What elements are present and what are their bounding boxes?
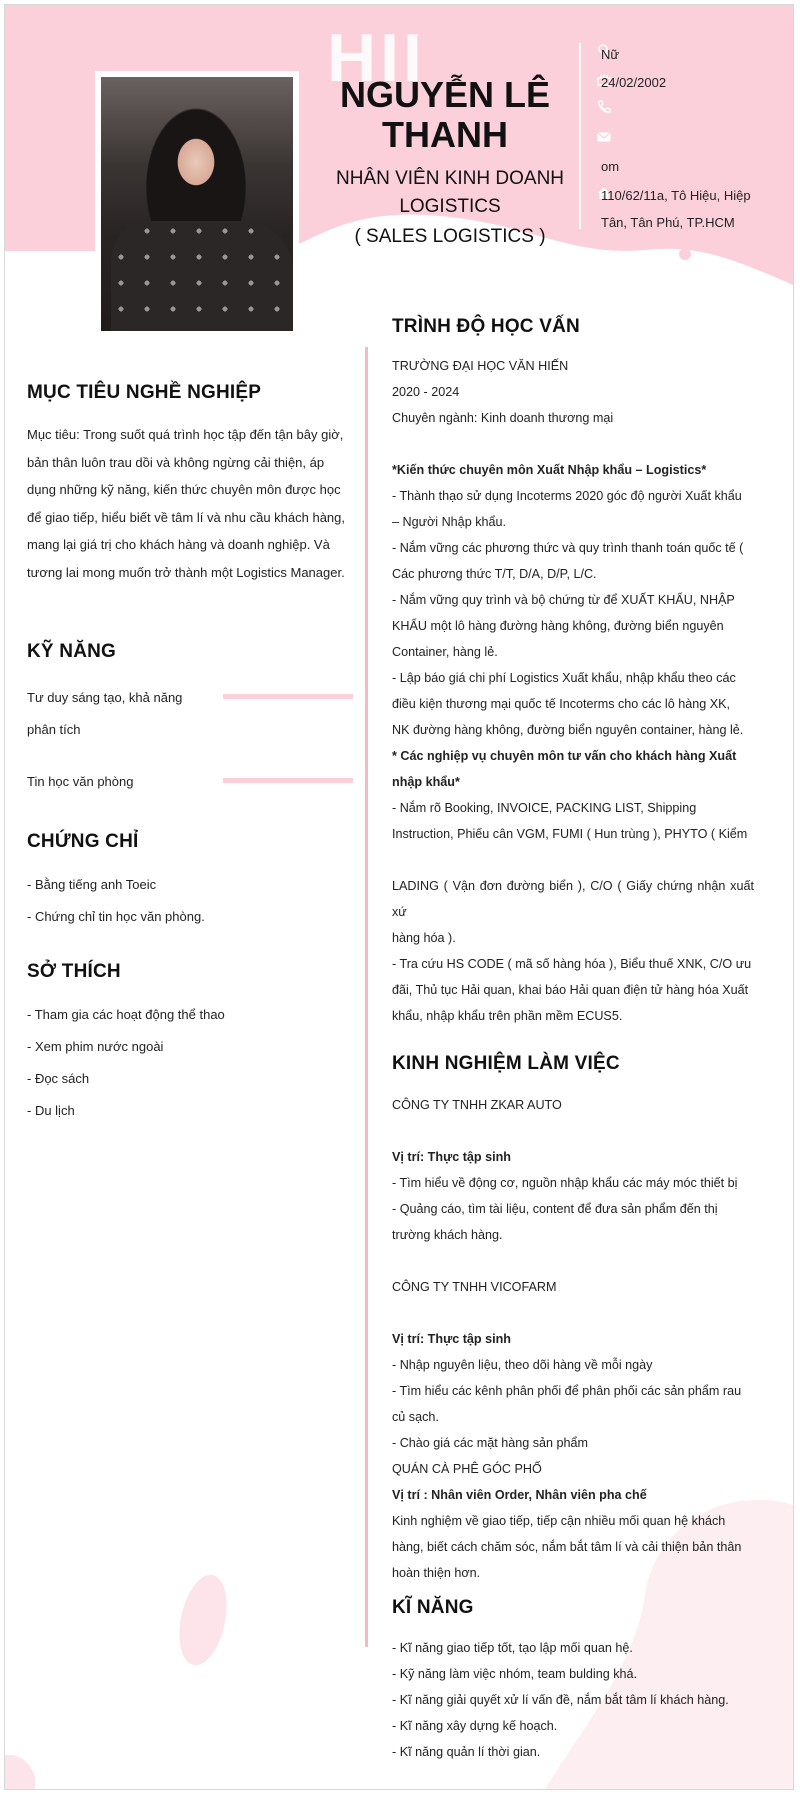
education-detail-line: hàng hóa ). (392, 931, 456, 945)
experience-detail-line: - Nhập nguyên liệu, theo dõi hàng về mỗi ngày (392, 1358, 653, 1372)
education-detail-line: Các phương thức T/T, D/A, D/P, L/C. (392, 567, 597, 581)
experience-detail-line: CÔNG TY TNHH VICOFARM (392, 1280, 557, 1294)
skill-item-2-line1: Tin học văn phòng (27, 774, 134, 789)
phone-icon (595, 99, 613, 117)
certificates-title: CHỨNG CHỈ (27, 831, 139, 852)
experience-detail-line: Vị trí: Thực tập sinh (392, 1150, 511, 1164)
hobby-item: - Đọc sách (27, 1071, 90, 1086)
education-detail-line: LADING ( Vận đơn đường biển ), C/O ( Giấy chứng nhận xuất xứ (392, 879, 754, 919)
header-watermark: HII (327, 20, 426, 96)
education-detail-line: - Thành thạo sử dụng Incoterms 2020 góc độ người Xuất khẩu (392, 489, 742, 503)
education-detail-line: Container, hàng lẻ. (392, 645, 498, 659)
education-detail-line: Instruction, Phiếu cân VGM, FUMI ( Hun trùng ), PHYTO ( Kiểm (392, 827, 748, 841)
soft-skill-item: - Kĩ năng xây dựng kế hoạch. (392, 1719, 558, 1733)
skills-title: KỸ NĂNG (27, 641, 117, 662)
hobby-item: - Xem phim nước ngoài (27, 1039, 164, 1054)
experience-details (392, 1092, 754, 1586)
experience-detail-line: - Chào giá các mặt hàng sản phẩm (392, 1436, 589, 1450)
experience-detail-line (392, 1300, 754, 1326)
full-name-line1: NGUYỄN LÊ (339, 74, 551, 115)
soft-skill-item: - Kĩ năng quản lí thời gian. (392, 1745, 541, 1759)
school-name: TRƯỜNG ĐẠI HỌC VĂN HIẾN (392, 359, 569, 373)
education-detail-line: NK đường hàng không, đường biển nguyên container, hàng lẻ. (392, 723, 744, 737)
experience-detail-line: Vị trí: Thực tập sinh (392, 1332, 511, 1346)
experience-detail-line: Kinh nghiệm về giao tiếp, tiếp cận nhiều mối quan hệ khách (392, 1514, 726, 1528)
skill-bar-1 (223, 694, 353, 699)
experience-detail-line: - Tìm hiểu về động cơ, nguồn nhập khẩu các máy móc thiết bị (392, 1176, 738, 1190)
email-value: om (601, 159, 620, 174)
skill-bar-2 (223, 778, 353, 783)
soft-skill-item: - Kĩ năng giao tiếp tốt, tạo lập mối quan hệ. (392, 1641, 633, 1655)
experience-detail-line: - Quảng cáo, tìm tài liệu, content để đưa sản phẩm đến thị (392, 1202, 718, 1216)
experience-detail-line: trường khách hàng. (392, 1228, 503, 1242)
birthday-value: 24/02/2002 (601, 75, 667, 90)
experience-detail-line: Vị trí : Nhân viên Order, Nhân viên pha chế (392, 1488, 647, 1502)
experience-detail-line (392, 1248, 754, 1274)
education-detail-line: khẩu, nhập khẩu trên phần mềm ECUS5. (392, 1009, 623, 1023)
hobby-item: - Du lịch (27, 1103, 75, 1118)
education-detail-line (392, 847, 754, 873)
certificate-item: - Chứng chỉ tin học văn phòng. (27, 909, 205, 924)
education-detail-line: - Tra cứu HS CODE ( mã số hàng hóa ), Biểu thuế XNK, C/O ưu (392, 957, 752, 971)
education-detail-line: đãi, Thủ tục Hải quan, khai báo Hải quan điện tử hàng hóa Xuất (392, 983, 749, 997)
experience-detail-line: CÔNG TY TNHH ZKAR AUTO (392, 1098, 562, 1112)
education-detail-line: KHẨU một lô hàng đường hàng không, đường biển nguyên (392, 619, 724, 633)
soft-skill-item: - Kỹ năng làm việc nhóm, team bulding khá. (392, 1667, 638, 1681)
objective-line: mang lại giá trị cho khách hàng và doanh nghiệp. Và (27, 537, 330, 552)
role-line2: LOGISTICS (399, 196, 501, 217)
skill-item-1-line1: Tư duy sáng tạo, khả năng (27, 690, 183, 705)
address-line1: 110/62/11a, Tô Hiệu, Hiệp (601, 188, 751, 203)
address-line2: Tân, Tân Phú, TP.HCM (601, 215, 735, 230)
objective-line: dụng những kỹ năng, kiến thức chuyên môn được học (27, 482, 341, 497)
education-detail-line: - Lập báo giá chi phí Logistics Xuất khẩu, nhập khẩu theo các (392, 671, 736, 685)
education-details (392, 457, 754, 1029)
education-detail-line: * Các nghiệp vụ chuyên môn tư vấn cho khách hàng Xuất (392, 749, 737, 763)
spacer (392, 431, 754, 457)
experience-detail-line: hàng, biết cách chăm sóc, nắm bắt tâm lí và cải thiện bản thân (392, 1540, 742, 1554)
role-line1: NHÂN VIÊN KINH DOANH (335, 168, 565, 189)
education-block (392, 353, 754, 1029)
gender-value: Nữ (601, 47, 620, 62)
education-detail-line: nhập khẩu* (392, 775, 460, 789)
education-detail-line: *Kiến thức chuyên môn Xuất Nhập khẩu – Logistics* (392, 463, 707, 477)
education-title: TRÌNH ĐỘ HỌC VẤN (392, 316, 580, 337)
column-divider (365, 347, 368, 1647)
experience-detail-line (392, 1118, 754, 1144)
objective-title: MỤC TIÊU NGHỀ NGHIỆP (27, 382, 262, 403)
experience-detail-line: hoàn thiện hơn. (392, 1566, 481, 1580)
education-detail-line: điều kiện thương mại quốc tế Incoterms cho các lô hàng XK, (392, 697, 731, 711)
profile-photo (95, 71, 299, 337)
role-line3: ( SALES LOGISTICS ) (354, 226, 546, 247)
cv-page (4, 4, 794, 1790)
objective-line: Mục tiêu: Trong suốt quá trình học tập đến tận bây giờ, (27, 427, 344, 442)
full-name-line2: THANH (382, 114, 508, 155)
soft-skills-title: KĨ NĂNG (392, 1597, 474, 1618)
soft-skills-block (392, 1635, 754, 1765)
experience-title: KINH NGHIỆM LÀM VIỆC (392, 1053, 620, 1074)
study-years: 2020 - 2024 (392, 385, 460, 399)
objective-line: tương lai mong muốn trở thành một Logistics Manager. (27, 564, 345, 580)
soft-skill-item: - Kĩ năng giải quyết xử lí vấn đề, nắm bắt tâm lí khách hàng. (392, 1693, 729, 1707)
objective-line: bản thân luôn trau dồi và không ngừng cải thiện, áp (27, 454, 325, 470)
objective-line: để giao tiếp, hiểu biết về tâm lí và nhu cầu khách hàng, (27, 509, 345, 525)
major: Chuyên ngành: Kinh doanh thương mại (392, 411, 614, 425)
education-detail-line: - Nắm rõ Booking, INVOICE, PACKING LIST, Shipping (392, 801, 697, 815)
hobby-item: - Tham gia các hoạt động thể thao (27, 1007, 225, 1022)
objective-text (27, 421, 353, 586)
header-divider (579, 43, 581, 229)
education-detail-line: - Nắm vững quy trình và bộ chứng từ để XUẤT KHẨU, NHẬP (392, 593, 735, 607)
hobbies-title: SỞ THÍCH (27, 961, 121, 982)
experience-detail-line: - Tìm hiểu các kênh phân phối để phân phối các sản phẩm rau (392, 1384, 742, 1398)
experience-block (392, 1092, 754, 1586)
experience-detail-line: QUÁN CÀ PHÊ GÓC PHỐ (392, 1462, 542, 1476)
certificate-item: - Bằng tiếng anh Toeic (27, 877, 157, 892)
mail-icon (595, 129, 613, 147)
education-detail-line: – Người Nhập khẩu. (392, 515, 507, 529)
skill-item-1-line2: phân tích (27, 722, 81, 737)
experience-detail-line: củ sạch. (392, 1410, 439, 1424)
education-detail-line: - Nắm vững các phương thức và quy trình thanh toán quốc tế ( (392, 541, 744, 555)
